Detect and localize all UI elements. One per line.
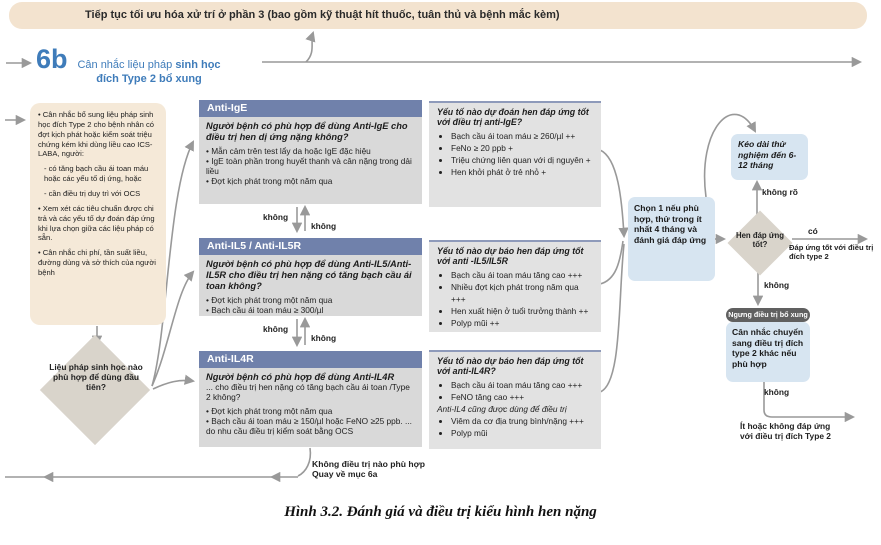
no-label: không xyxy=(263,324,289,334)
anti-il5-criterion: • Bạch cầu ái toan máu ≥ 300/µl xyxy=(206,305,415,315)
anti-ige-predictors-title: Yếu tố nào dự đoán hen đáp ứng tốt với điều trị anti-IgE? xyxy=(437,107,589,128)
optimize-banner-text: Tiếp tục tối ưu hóa xử trí ở phần 3 (bao gồm kỹ thuật hít thuốc, tuân thủ và bệnh mắc kèm) xyxy=(85,9,560,21)
step-6b-title xyxy=(64,58,234,87)
step-6b-line1-bold: sinh học xyxy=(175,59,221,71)
curve-return xyxy=(298,448,310,476)
consideration-bullet-1: • Cân nhắc bổ sung liệu pháp sinh học đích Type 2 cho bệnh nhân có đợt kịch phát hoặc kiểm soát triệu chứng kém khi dùng liều cao ICS-LABA, người: xyxy=(38,110,158,159)
predictor-item: • Hen xuất hiện ở tuổi trưởng thành ++ xyxy=(451,305,595,317)
predictor-item: • FeNO tăng cao +++ xyxy=(451,391,595,403)
good-response-text: Đáp ứng tốt với điều trị đích type 2 xyxy=(789,243,874,262)
switch-therapy-box: Cân nhắc chuyển sang điều trị đích type 2 khác nếu phù hợp xyxy=(726,322,810,382)
anti-il4r-question: Người bệnh có phù hợp để dùng Anti-IL4R xyxy=(206,372,395,382)
predictor-item: • Viêm da cơ địa trung bình/nặng +++ xyxy=(451,415,595,427)
step-6b-line1-prefix: Cân nhắc liệu pháp xyxy=(77,59,176,71)
anti-il4r-predictors-box xyxy=(429,350,601,449)
predictor-item: • Bạch cầu ái toan máu tăng cao +++ xyxy=(451,269,595,281)
anti-ige-criterion: • Mẫn cảm trên test lẩy da hoặc IgE đặc hiệu xyxy=(206,146,415,156)
figure-caption: Hình 3.2. Đánh giá và điều trị kiểu hình hen nặng xyxy=(284,504,597,520)
bracket-predictor1 xyxy=(600,150,624,236)
predictor-item: • Nhiều đợt kịch phát trong năm qua +++ xyxy=(451,281,595,305)
anti-il4r-box xyxy=(199,351,422,447)
anti-il4r-criterion: • Đợt kịch phát trong một năm qua xyxy=(206,406,415,416)
consideration-bullet-2: • Xem xét các tiêu chuẩn được chi trả và các yếu tố dự đoán đáp ứng khi lựa chọn giữa các liệu pháp có sẵn. xyxy=(38,204,158,243)
anti-il4r-criterion: • Bạch cầu ái toan máu ≥ 150/µl hoặc FeNO ≥25 ppb. ... do nhu cầu điều trị kiểm soát bằng OCS xyxy=(206,416,415,436)
considerations-panel xyxy=(30,103,166,325)
anti-il5-criterion: • Đợt kịch phát trong một năm qua xyxy=(206,295,415,305)
no-treatment-line1: Không điều trị nào phù hợp xyxy=(312,459,426,469)
anti-il5-question: Người bệnh có phù hợp để dùng Anti-IL5/Anti-IL5R cho điều trị hen nặng có tăng bạch cầu ái toan không? xyxy=(206,259,412,291)
anti-il5-predictors-title: Yếu tố nào dự báo hen đáp ứng tốt với anti -IL5/IL5R xyxy=(437,246,584,267)
no-label: không xyxy=(764,280,790,290)
arrow-to-banner xyxy=(306,33,313,62)
anti-il5-box xyxy=(199,238,422,316)
no-label: không xyxy=(311,221,337,231)
anti-il5-header: Anti-IL5 / Anti-IL5R xyxy=(199,238,422,255)
consideration-bullet-3: • Cân nhắc chi phí, tần suất liều, đường dùng và sở thích của người bệnh xyxy=(38,248,158,278)
anti-ige-header: Anti-IgE xyxy=(199,100,422,117)
anti-ige-predictors-box xyxy=(429,101,601,207)
anti-ige-question: Người bệnh có phù hợp để dùng Anti-IgE cho điều trị hen dị ứng nặng không? xyxy=(206,121,408,142)
arrow-diamond-to-antiil4r xyxy=(153,380,193,389)
stop-addon-header: Ngưng điều trị bổ xung xyxy=(726,308,810,322)
no-label: không xyxy=(764,387,790,397)
unclear-label: không rõ xyxy=(762,187,798,197)
little-response-text: Ít hoặc không đáp ứng với điều trị đích Type 2 xyxy=(740,421,831,442)
predictor-item: • Triệu chứng liên quan với dị nguyên + xyxy=(451,154,595,166)
yes-label: có xyxy=(808,226,818,236)
step-6b-number: 6b xyxy=(36,44,68,74)
predictor-item: • Bạch cầu ái toan máu ≥ 260/µl ++ xyxy=(451,130,595,142)
no-label: không xyxy=(311,333,337,343)
no-treatment-line2: Quay về mục 6a xyxy=(312,469,378,480)
predictor-item: • FeNo ≥ 20 ppb + xyxy=(451,142,595,154)
choose-one-box: Chọn 1 nếu phù hợp, thử trong ít nhất 4 tháng và đánh giá đáp ứng xyxy=(628,197,715,281)
anti-il4r-predictors-title: Yếu tố nào dự báo hen đáp ứng tốt với anti-IL4R? xyxy=(437,356,584,377)
predictor-item: • Polyp mũi ++ xyxy=(451,317,595,329)
consideration-sub-2: - cần điều trị duy trì với OCS xyxy=(44,189,141,199)
anti-il4r-question-plain: ... cho điều trị hen nặng có tăng bạch cầu ái toan /Type 2 không? xyxy=(206,381,410,402)
anti-ige-box xyxy=(199,100,422,204)
predictor-item: • Hen khởi phát ở trẻ nhỏ + xyxy=(451,166,595,178)
no-label: không xyxy=(263,212,289,222)
anti-ige-criterion: • Đợt kịch phát trong một năm qua xyxy=(206,176,415,186)
anti-il5-predictors-box xyxy=(429,240,601,332)
predictor-item: • Bạch cầu ái toan máu tăng cao +++ xyxy=(451,379,595,391)
anti-ige-criterion: • IgE toàn phần trong huyết thanh và cân nặng trong dải liều xyxy=(206,156,415,176)
no-treatment-label xyxy=(312,459,472,480)
bracket-predictor2 xyxy=(600,241,623,284)
extend-trial-box: Kéo dài thử nghiệm đến 6-12 tháng xyxy=(731,134,808,180)
consideration-sub-1: - có tăng bạch cầu ái toan máu hoặc các yếu tố dị ứng, hoặc xyxy=(44,164,149,184)
anti-il4r-header: Anti-IL4R xyxy=(199,351,422,368)
step-6b-line2: đích Type 2 bổ xung xyxy=(96,73,202,86)
response-diamond-text: Hen đáp ứng tốt? xyxy=(735,231,785,250)
optimize-banner xyxy=(9,2,867,29)
predictor-item: • Polyp mũi xyxy=(451,427,595,439)
first-biologic-diamond-text: Liệu pháp sinh học nào phù hợp để dùng đầu tiên? xyxy=(49,362,143,393)
anti-il4-note: Anti-IL4 cũng được dùng để điều trị xyxy=(437,404,567,415)
bracket-predictor3 xyxy=(600,244,624,392)
